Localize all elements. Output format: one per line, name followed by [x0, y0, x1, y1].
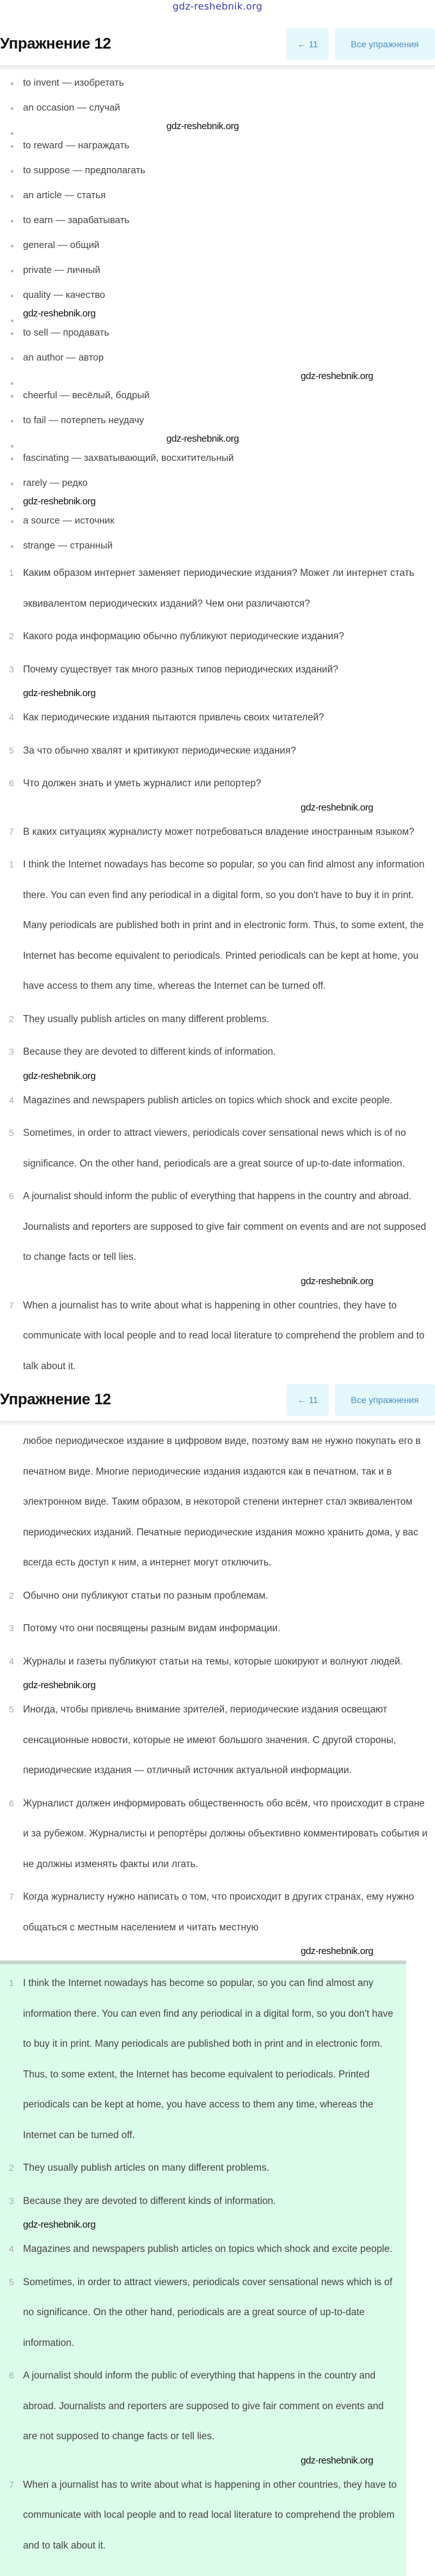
- watermark-text: gdz-reshebnik.org: [301, 1275, 374, 1287]
- item-number: 2: [9, 1590, 14, 1601]
- numbered-item: [0, 736, 435, 766]
- item-text: В каких ситуациях журналисту может потребоваться владение иностранным языком?: [23, 826, 415, 837]
- numbered-item: [0, 1788, 435, 1880]
- numbered-item: [0, 1613, 435, 1644]
- item-text: Sometimes, in order to attract viewers, periodicals cover sensational news which is of no significance. On the other hand, periodicals are a great source of up-to-date information.: [23, 1128, 406, 1169]
- numbered-item: [0, 558, 435, 619]
- item-number: 5: [9, 2276, 14, 2287]
- numbered-item: [0, 2234, 406, 2265]
- item-number: 2: [9, 631, 14, 641]
- numbered-item: [0, 1647, 435, 1677]
- item-text: Какого рода информацию обычно публикуют периодические издания?: [23, 631, 344, 642]
- numbered-item: [0, 2470, 406, 2561]
- item-text: Потому что они посвящены разным видам информации.: [23, 1623, 281, 1634]
- item-text: They usually publish articles on many different problems.: [23, 1013, 269, 1025]
- item-text: Журналист должен информировать общественность обо всём, что происходит в стране и за рубежом. Журналисты и репортёры должны объективно комментировать события и не должны изменять факты или лгать.: [23, 1797, 428, 1870]
- all-exercises-button-sticky[interactable]: Все упражнения: [335, 1384, 435, 1416]
- questions-list: [0, 558, 435, 847]
- watermark-row: [0, 495, 435, 508]
- exercise-header: [0, 28, 435, 65]
- item-text: Каким образом интернет заменяет периодические издания? Может ли интернет стать эквивалентом периодических изданий? Чем они различаются?: [23, 568, 415, 609]
- watermark-text: gdz-reshebnik.org: [23, 1680, 96, 1691]
- vocabulary-item: to sell — продавать: [0, 320, 435, 345]
- vocabulary-item: general — общий: [0, 233, 435, 258]
- previous-exercise-button[interactable]: ← 11: [287, 28, 329, 60]
- numbered-item: [0, 1291, 435, 1382]
- item-number: 6: [9, 1191, 14, 1201]
- translation-section: [0, 1426, 435, 1958]
- item-number: 5: [9, 1704, 14, 1714]
- item-number: 6: [9, 1797, 14, 1808]
- item-text: A journalist should inform the public of everything that happens in the country and abroad. Journalists and reporters are supposed to give fair comment on events and are not supposed to change facts or tell lies.: [23, 1191, 427, 1262]
- watermark-row: [0, 802, 435, 814]
- numbered-item: [0, 2361, 406, 2452]
- item-text: Because they are devoted to different kinds of information.: [23, 2195, 276, 2207]
- watermark-text: gdz-reshebnik.org: [301, 371, 374, 382]
- item-text: A journalist should inform the public of everything that happens in the country and abroad. Journalists and reporters are supposed to give fair comment on events and are not supposed to change facts or tell lies.: [23, 2370, 384, 2442]
- item-number: 3: [9, 2195, 14, 2206]
- item-number: 6: [9, 778, 14, 788]
- numbered-item: [0, 1085, 435, 1116]
- item-text: Когда журналисту нужно написать о том, что происходит в других странах, ему нужно общаться с местным населением и читать местную: [23, 1891, 415, 1933]
- watermark-row: [0, 1679, 435, 1692]
- watermark-row: [0, 307, 435, 320]
- vocabulary-item: fascinating — захватывающий, восхитительный: [0, 446, 435, 470]
- numbered-item: [0, 1181, 435, 1273]
- numbered-item: [0, 621, 435, 652]
- highlighted-answers-panel: [0, 1960, 406, 2576]
- watermark-text: gdz-reshebnik.org: [23, 308, 96, 319]
- watermark-row: [0, 1070, 435, 1083]
- watermark-text: gdz-reshebnik.org: [301, 802, 374, 813]
- numbered-item: [0, 817, 435, 848]
- watermark-row: [0, 687, 435, 700]
- item-number: 4: [9, 1656, 14, 1666]
- watermark-row: [0, 120, 435, 133]
- item-number: 7: [9, 2479, 14, 2490]
- watermark-text: gdz-reshebnik.org: [23, 496, 96, 507]
- item-text: Sometimes, in order to attract viewers, periodicals cover sensational news which is of no significance. On the other hand, periodicals are a great source of up-to-date information.: [23, 2276, 393, 2348]
- watermark-row: [0, 433, 435, 446]
- numbered-item: [0, 702, 435, 733]
- item-number: 1: [9, 859, 14, 869]
- item-text: Как периодические издания пытаются привлечь своих читателей?: [23, 712, 324, 723]
- watermark-text: gdz-reshebnik.org: [166, 121, 239, 132]
- vocabulary-item: rarely — редко: [0, 470, 435, 495]
- vocabulary-item: to invent — изобретать: [0, 70, 435, 95]
- highlighted-answers-list: [0, 1968, 406, 2561]
- vocabulary-item: to earn — зарабатывать: [0, 208, 435, 233]
- numbered-item: [0, 2267, 406, 2359]
- vocabulary-item: to reward — награждать: [0, 133, 435, 158]
- questions-section: [0, 558, 435, 847]
- item-text: Magazines and newspapers publish articles on topics which shock and excite people.: [23, 2244, 393, 2254]
- answers-section: [0, 850, 435, 1381]
- page-title: Упражнение 12: [0, 35, 111, 52]
- watermark-row: [0, 2455, 406, 2467]
- item-number: 4: [9, 712, 14, 722]
- item-number: 6: [9, 2370, 14, 2380]
- vocabulary-item: private — личный: [0, 258, 435, 283]
- numbered-item: [0, 2153, 406, 2184]
- numbered-item: [0, 1695, 435, 1786]
- watermark-text: gdz-reshebnik.org: [23, 2219, 96, 2230]
- watermark-text: gdz-reshebnik.org: [23, 1070, 96, 1082]
- vocabulary-item: an author — автор: [0, 345, 435, 370]
- item-number: 1: [9, 1978, 14, 1988]
- item-text: Почему существует так много разных типов периодических изданий?: [23, 663, 338, 675]
- vocabulary-item: to suppose — предполагать: [0, 158, 435, 183]
- translation-item-1-partial: любое периодическое издание в цифровом виде, поэтому вам не нужно покупать его в печатном виде. Многие периодические издания издаются как в печатном, так и в электронном виде. Таким образом, в некоторой степени интернет стал эквивалентом периодических изданий. Печатные периодические издания можно хранить дома, у вас всегда есть доступ к ним, а интернет могут отключить.: [23, 1436, 421, 1568]
- item-number: 3: [9, 663, 14, 674]
- page-title-sticky: Упражнение 12: [0, 1391, 111, 1408]
- item-text: I think the Internet nowadays has become so popular, so you can find almost any information there. You can even find any periodical in a digital form, so you don't have to buy it in print. Many periodicals are published both in print and in electronic form. Thus, to some extent, the Internet has become equivalent to periodicals. Printed periodicals can be kept at home, you have access to them any time, whereas the Internet can be turned off.: [23, 859, 425, 991]
- translation-list: [0, 1581, 435, 1959]
- item-text: Because they are devoted to different kinds of information.: [23, 1046, 276, 1057]
- item-text: Что должен знать и уметь журналист или репортер?: [23, 778, 262, 789]
- watermark-row: [0, 1945, 435, 1958]
- site-logo[interactable]: gdz-reshebnik.org: [172, 1, 263, 12]
- item-text: When a journalist has to write about what is happening in other countries, they have to communicate with local people and to read local literature to comprehend the problem and to talk about it.: [23, 2479, 397, 2551]
- vocabulary-item: a source — источник: [0, 508, 435, 533]
- item-number: 2: [9, 2162, 14, 2173]
- watermark-text: gdz-reshebnik.org: [301, 2455, 374, 2466]
- exercise-header-sticky: [0, 1384, 435, 1421]
- numbered-item: [0, 655, 435, 685]
- watermark-text: gdz-reshebnik.org: [301, 1946, 374, 1957]
- item-number: 7: [9, 1891, 14, 1902]
- answers-list: [0, 850, 435, 1381]
- vocabulary-section: [0, 70, 435, 558]
- numbered-item: [0, 1037, 435, 1067]
- item-number: 4: [9, 1094, 14, 1105]
- numbered-item: [0, 1968, 406, 2150]
- item-text: I think the Internet nowadays has become so popular, so you can find almost any information there. You can even find any periodical in a digital form, so you don't have to buy it in print. Many periodicals are published both in print and in electronic form. Thus, to some extent, the Internet has become equivalent to periodicals. Printed periodicals can be kept at home, you have access to them any time, whereas the Internet can be turned off.: [23, 1978, 393, 2141]
- item-text: They usually publish articles on many different problems.: [23, 2162, 269, 2173]
- item-text: Иногда, чтобы привлечь внимание зрителей, периодические издания освещают сенсационные новости, которые не имеют большого значения. С другой стороны, периодические издания — отличный источник актуальной информации.: [23, 1704, 397, 1776]
- item-number: 5: [9, 1128, 14, 1138]
- item-number: 1: [9, 568, 14, 578]
- item-number: 7: [9, 826, 14, 837]
- header-divider: [0, 65, 435, 70]
- item-number: 5: [9, 745, 14, 756]
- header-divider-sticky: [0, 1421, 435, 1426]
- item-text: За что обычно хвалят и критикуют периодические издания?: [23, 745, 296, 756]
- numbered-item: [0, 768, 435, 799]
- watermark-text: gdz-reshebnik.org: [23, 688, 96, 699]
- watermark-row: [0, 1275, 435, 1288]
- vocabulary-item: cheerful — весёлый, бодрый: [0, 383, 435, 408]
- item-number: 3: [9, 1046, 14, 1057]
- previous-exercise-button-sticky[interactable]: ← 11: [287, 1384, 329, 1416]
- watermark-row: [0, 370, 435, 383]
- vocabulary-item: quality — качество: [0, 283, 435, 307]
- watermark-row: [0, 2219, 406, 2231]
- numbered-item: [0, 1118, 435, 1179]
- numbered-item: [0, 1581, 435, 1611]
- item-text: Magazines and newspapers publish articles on topics which shock and excite people.: [23, 1094, 393, 1106]
- item-number: 7: [9, 1300, 14, 1310]
- numbered-item: [0, 2186, 406, 2217]
- numbered-item: [0, 850, 435, 1002]
- vocabulary-item: an occasion — случай: [0, 95, 435, 120]
- all-exercises-button[interactable]: Все упражнения: [335, 28, 435, 60]
- item-text: Обычно они публикуют статьи по разным проблемам.: [23, 1590, 269, 1601]
- vocabulary-list: [0, 70, 435, 558]
- item-number: 2: [9, 1013, 14, 1024]
- numbered-item: [0, 1882, 435, 1943]
- item-text: Журналы и газеты публикуют статьи на темы, которые шокируют и волнуют людей.: [23, 1656, 403, 1667]
- watermark-text: gdz-reshebnik.org: [166, 433, 239, 444]
- item-number: 4: [9, 2244, 14, 2254]
- vocabulary-item: strange — странный: [0, 533, 435, 558]
- vocabulary-item: to fail — потерпеть неудачу: [0, 408, 435, 433]
- numbered-item: [0, 1004, 435, 1035]
- item-number: 3: [9, 1623, 14, 1633]
- item-text: When a journalist has to write about what is happening in other countries, they have to communicate with local people and to read local literature to comprehend the problem and to talk about it.: [23, 1300, 425, 1372]
- vocabulary-item: an article — статья: [0, 183, 435, 208]
